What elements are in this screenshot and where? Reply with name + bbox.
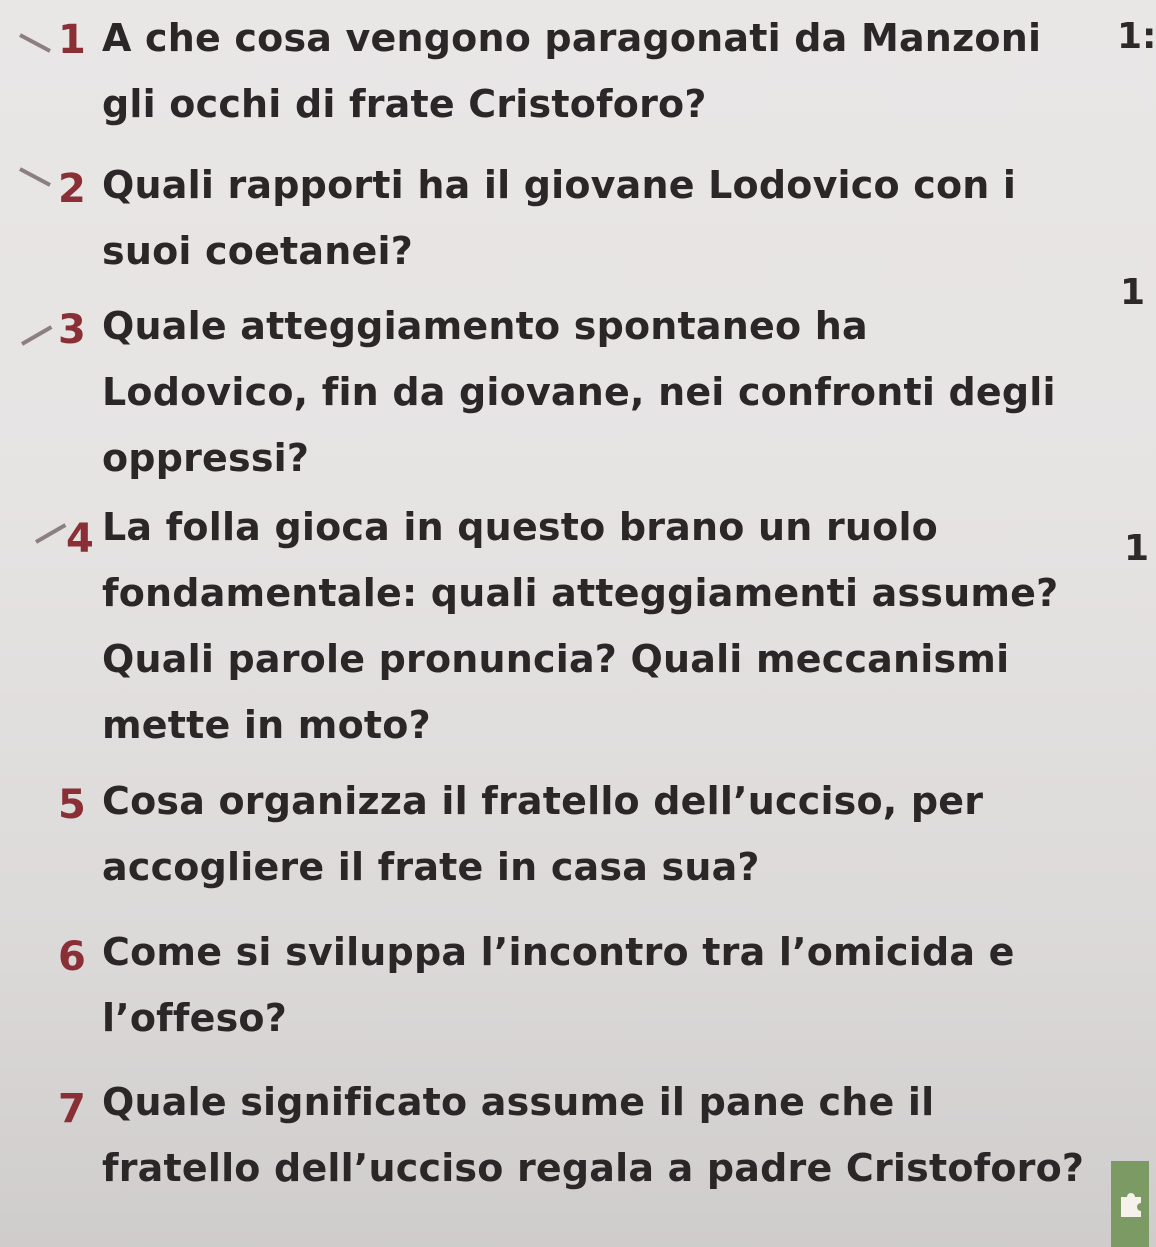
question-line: mette in moto? bbox=[102, 703, 431, 747]
question-text bbox=[102, 768, 1102, 900]
check-mark-stroke bbox=[19, 33, 51, 52]
question-number: 3 bbox=[58, 307, 86, 353]
question-number: 4 bbox=[66, 516, 94, 562]
question-line: La folla gioca in questo brano un ruolo bbox=[102, 505, 938, 549]
question-number: 7 bbox=[58, 1086, 86, 1132]
question-line: oppressi? bbox=[102, 436, 310, 480]
question-line: Quale significato assume il pane che il bbox=[102, 1080, 935, 1124]
corner-badge bbox=[1111, 1161, 1149, 1247]
check-mark-stroke bbox=[19, 167, 51, 186]
question-line: A che cosa vengono paragonati da Manzoni bbox=[102, 16, 1042, 60]
question-line: fratello dell’ucciso regala a padre Cristoforo? bbox=[102, 1146, 1085, 1190]
question-line: Quali rapporti ha il giovane Lodovico con i bbox=[102, 163, 1017, 207]
question-line: gli occhi di frate Cristoforo? bbox=[102, 82, 707, 126]
question-line: accogliere il frate in casa sua? bbox=[102, 845, 760, 889]
question-line: fondamentale: quali atteggiamenti assume? bbox=[102, 571, 1059, 615]
question-text bbox=[102, 919, 1102, 1051]
question-text bbox=[102, 494, 1102, 758]
question-number: 6 bbox=[58, 934, 86, 980]
question-line: Lodovico, fin da giovane, nei confronti degli bbox=[102, 370, 1056, 414]
question-text bbox=[102, 1069, 1102, 1201]
question-text bbox=[102, 5, 1102, 137]
question-line: Cosa organizza il fratello dell’ucciso, per bbox=[102, 779, 984, 823]
question-line: Come si sviluppa l’incontro tra l’omicida e bbox=[102, 930, 1015, 974]
question-text bbox=[102, 293, 1102, 491]
question-number: 5 bbox=[58, 782, 86, 828]
question-line: Quali parole pronuncia? Quali meccanismi bbox=[102, 637, 1010, 681]
question-number: 2 bbox=[58, 166, 86, 212]
question-line: l’offeso? bbox=[102, 996, 287, 1040]
question-line: Quale atteggiamento spontaneo ha bbox=[102, 304, 868, 348]
margin-mark: 1: bbox=[1117, 16, 1156, 57]
check-mark-stroke bbox=[35, 523, 66, 543]
margin-mark: 1 bbox=[1124, 528, 1150, 569]
question-line: suoi coetanei? bbox=[102, 229, 413, 273]
margin-mark: 1 bbox=[1120, 272, 1146, 313]
question-number: 1 bbox=[58, 17, 86, 63]
question-text bbox=[102, 152, 1102, 284]
check-mark-stroke bbox=[21, 325, 52, 345]
